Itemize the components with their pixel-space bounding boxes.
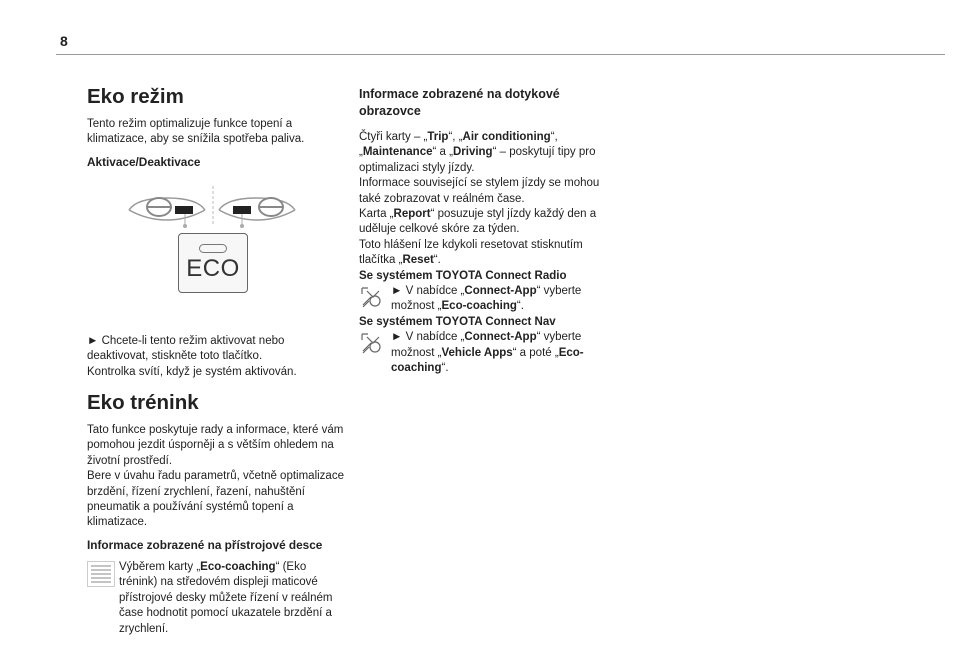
right-column	[359, 86, 621, 377]
text-fragment: “ a „	[432, 146, 453, 159]
radio-instruction	[359, 284, 621, 315]
text-fragment: “ – poskytují tipy pro optimalizaci styly jízdy.	[359, 146, 596, 174]
note-text-post: “ (Eko trénink) na středovém displeji maticové přístrojové desky můžete řízení v reálném čase hodnotit pomocí ukazatele brzdění a zrychlení.	[119, 560, 333, 635]
text-fragment: ► V nabídce „	[391, 285, 465, 298]
steering-wheel-right-icon	[217, 192, 297, 230]
text-fragment: “.	[433, 254, 441, 267]
eco-indicator-text: Kontrolka svítí, když je systém aktivován.	[87, 365, 297, 378]
note-text-pre: Výběrem karty „	[119, 560, 201, 573]
text-fragment: “.	[516, 300, 524, 313]
touchscreen-info-title: Informace zobrazené na dotykové obrazovce	[359, 87, 560, 118]
steering-wheel-left-icon	[127, 192, 207, 230]
realtime-paragraph: Informace související se stylem jízdy se mohou také zobrazovat v reálném čase.	[359, 177, 600, 205]
option-eco-coaching: Eco-coaching	[441, 300, 517, 313]
text-fragment: Čtyři karty – „	[359, 131, 428, 143]
report-paragraph	[359, 207, 621, 238]
tabs-paragraph	[359, 130, 621, 176]
text-fragment: “ posuzuje styl jízdy každý den a uděluje celkové skóre za týden.	[359, 208, 597, 236]
text-fragment: “ vyberte možnost „	[391, 331, 582, 359]
tab-air-conditioning-label: Air conditioning	[462, 131, 551, 143]
eco-coaching-note	[87, 560, 345, 637]
page-number: 8	[60, 33, 68, 49]
activation-subtitle: Aktivace/Deaktivace	[87, 154, 201, 169]
note-eco-coaching: Eco-coaching	[200, 560, 276, 573]
reset-button-label: Reset	[402, 254, 434, 267]
eco-button[interactable]	[178, 233, 248, 293]
eco-button-label: ECO	[186, 254, 240, 282]
menu-connect-app: Connect-App	[464, 331, 537, 344]
text-fragment: Karta „	[359, 208, 394, 221]
left-column	[87, 86, 345, 637]
header-divider	[56, 54, 945, 55]
eco-indicator-lamp	[199, 244, 227, 253]
dashboard-info-subtitle: Informace zobrazené na přístrojové desce	[87, 537, 323, 552]
radio-heading: Se systémem TOYOTA Connect Radio	[359, 269, 567, 282]
eko-rezim-intro: Tento režim optimalizuje funkce topení a klimatizace, aby se snížila spotřeba paliva.	[87, 118, 305, 146]
text-fragment: Toto hlášení lze kdykoli resetovat stisknutím tlačítka „	[359, 238, 583, 267]
section-title-eko-trenink: Eko trénink	[87, 391, 199, 415]
nav-instruction	[359, 330, 621, 376]
text-fragment: “, „	[448, 131, 463, 143]
menu-connect-app: Connect-App	[464, 285, 537, 298]
display-screen-icon	[87, 561, 115, 587]
text-fragment: “.	[441, 362, 449, 375]
text-fragment: “ vyberte možnost „	[391, 285, 582, 313]
touch-hand-icon	[359, 285, 385, 311]
text-fragment: ► V nabídce „	[391, 331, 465, 344]
text-fragment: “, „	[359, 131, 558, 159]
reset-paragraph	[359, 238, 621, 269]
tab-report-label: Report	[393, 208, 431, 221]
nav-heading: Se systémem TOYOTA Connect Nav	[359, 315, 556, 328]
option-vehicle-apps: Vehicle Apps	[441, 346, 513, 359]
tab-driving-label: Driving	[452, 146, 493, 159]
touch-hand-icon	[359, 331, 385, 357]
divider-icon	[211, 186, 215, 226]
eco-instruction: ► Chcete-li tento režim aktivovat nebo deaktivovat, stiskněte toto tlačítko.	[87, 334, 285, 363]
eko-trenink-p2: Bere v úvahu řadu parametrů, včetně optimalizace brzdění, řízení zrychlení, řazení, nahuštění pneumatik a používání systémů topení a klimatizace.	[87, 470, 344, 529]
section-title-eko-rezim: Eko režim	[87, 85, 184, 108]
tab-maintenance-label: Maintenance	[362, 146, 433, 159]
eko-trenink-p1: Tato funkce poskytuje rady a informace, které vám pomohou jezdit úsporněji a s větším ohledem na životní prostředí.	[87, 424, 344, 467]
text-fragment: “ a poté „	[512, 346, 559, 359]
dashboard-illustration	[87, 184, 345, 324]
tab-trip-label: Trip	[427, 131, 449, 143]
option-eco-coaching: Eco-coaching	[391, 346, 584, 375]
